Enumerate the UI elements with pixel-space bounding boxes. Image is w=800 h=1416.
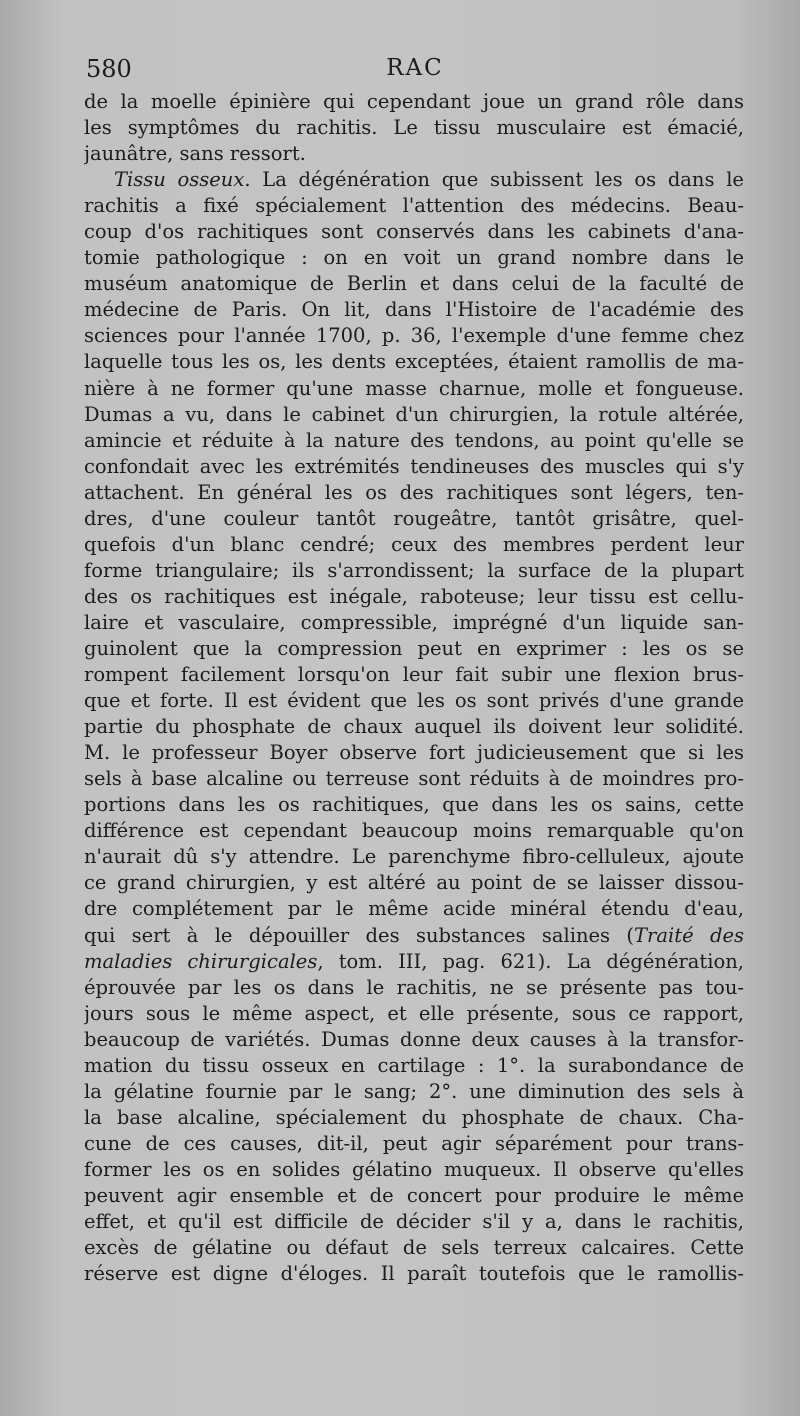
- line-text: La dégénération que subissent les os dans le: [250, 168, 744, 192]
- line-text: confondait avec les extrémités tendineuses des muscles qui s'y: [84, 454, 744, 478]
- text-line: [84, 349, 744, 375]
- text-line: [84, 584, 744, 610]
- text-line: [84, 792, 744, 818]
- italic-phrase: Tissu osseux.: [114, 168, 251, 192]
- text-line: [84, 1079, 744, 1105]
- line-text: médecine de Paris. On lit, dans l'Histoire de l'académie des: [84, 298, 744, 322]
- text-line: [84, 532, 744, 558]
- line-text: des os rachitiques est inégale, raboteuse; leur tissu est cellu-: [84, 584, 744, 608]
- line-text: laire et vasculaire, compressible, imprégné d'un liquide san-: [84, 610, 744, 634]
- text-line: [84, 1027, 744, 1053]
- text-line: [84, 923, 744, 949]
- line-text: nière à ne former qu'une masse charnue, molle et fongueuse.: [84, 376, 744, 400]
- text-line: [84, 688, 744, 714]
- line-text: jours sous le même aspect, et elle présente, sous ce rapport,: [84, 1001, 744, 1025]
- line-text: qui sert à le dépouiller des substances salines (: [84, 923, 635, 947]
- line-text: que et forte. Il est évident que les os sont privés d'une grande: [84, 689, 744, 713]
- text-line: [84, 766, 744, 792]
- line-text: tomie pathologique : on en voit un grand nombre dans le: [84, 246, 744, 270]
- line-text: portions dans les os rachitiques, que dans les os sains, cette: [84, 793, 744, 817]
- text-line: [84, 219, 744, 245]
- text-line: [84, 1131, 744, 1157]
- line-text: quefois d'un blanc cendré; ceux des membres perdent leur: [84, 532, 744, 556]
- line-text: peuvent agir ensemble et de concert pour produire le même: [84, 1183, 744, 1207]
- text-line: [84, 506, 744, 532]
- line-text: M. le professeur Boyer observe fort judicieusement que si les: [84, 741, 744, 765]
- line-text: de la moelle épinière qui cependant joue un grand rôle dans: [84, 90, 744, 113]
- text-line: [84, 428, 744, 454]
- text-line: [84, 1053, 744, 1079]
- line-text: n'aurait dû s'y attendre. Le parenchyme fibro-celluleux, ajoute: [84, 845, 744, 869]
- italic-phrase: Traité des: [634, 923, 744, 947]
- line-text: muséum anatomique de Berlin et dans celui de la faculté de: [84, 272, 744, 296]
- text-line: [84, 89, 744, 115]
- line-text: sels à base alcaline ou terreuse sont réduits à de moindres pro-: [84, 767, 744, 791]
- text-line: [84, 376, 744, 402]
- line-text: les symptômes du rachitis. Le tissu musculaire est émacié,: [84, 116, 744, 140]
- text-line: [84, 610, 744, 636]
- text-line: [84, 480, 744, 506]
- text-line: [84, 193, 744, 219]
- line-text: rachitis a fixé spécialement l'attention des médecins. Beau-: [84, 194, 744, 218]
- text-line: [84, 844, 744, 870]
- running-head: RAC: [386, 55, 444, 81]
- line-text: Dumas a vu, dans le cabinet d'un chirurgien, la rotule altérée,: [84, 402, 744, 426]
- line-text: partie du phosphate de chaux auquel ils doivent leur solidité.: [84, 715, 744, 739]
- text-line: [84, 402, 744, 428]
- line-text: amincie et réduite à la nature des tendons, au point qu'elle se: [84, 428, 744, 452]
- text-line: [84, 636, 744, 662]
- text-line: [84, 870, 744, 896]
- text-line: [84, 167, 744, 193]
- line-text: sciences pour l'année 1700, p. 36, l'exemple d'une femme chez: [84, 324, 744, 348]
- text-line: [84, 297, 744, 323]
- text-line: [84, 1001, 744, 1027]
- line-text: excès de gélatine ou défaut de sels terreux calcaires. Cette: [84, 1236, 744, 1260]
- line-text: jaunâtre, sans ressort.: [84, 142, 306, 166]
- text-line: [84, 115, 744, 141]
- text-line: [84, 740, 744, 766]
- text-line: [84, 1157, 744, 1183]
- text-line: [84, 558, 744, 584]
- line-text: dres, d'une couleur tantôt rougeâtre, tantôt grisâtre, quel-: [84, 506, 744, 530]
- line-text: attachent. En général les os des rachitiques sont légers, ten-: [84, 480, 744, 504]
- line-text: guinolent que la compression peut en exprimer : les os se: [84, 636, 744, 660]
- text-line: [84, 245, 744, 271]
- page-header: [86, 55, 744, 87]
- line-text: la base alcaline, spécialement du phosphate de chaux. Cha-: [84, 1105, 744, 1129]
- line-text: laquelle tous les os, les dents exceptées, étaient ramollis de ma-: [84, 350, 744, 374]
- body-text: [84, 89, 744, 1287]
- text-line: [84, 454, 744, 480]
- text-line: [84, 271, 744, 297]
- page-number: 580: [86, 55, 132, 83]
- text-line: [84, 949, 744, 975]
- line-text: coup d'os rachitiques sont conservés dans les cabinets d'ana-: [84, 220, 744, 244]
- line-text: rompent facilement lorsqu'on leur fait subir une flexion brus-: [84, 663, 744, 687]
- italic-phrase: maladies chirurgicales: [84, 949, 318, 973]
- line-text: éprouvée par les os dans le rachitis, ne se présente pas tou-: [84, 975, 744, 999]
- text-line: [84, 714, 744, 740]
- line-text: ce grand chirurgien, y est altéré au point de se laisser dissou-: [84, 871, 744, 895]
- text-line: [84, 323, 744, 349]
- line-text: dre complétement par le même acide minéral étendu d'eau,: [84, 897, 744, 921]
- text-line: [84, 896, 744, 922]
- line-text: cune de ces causes, dit-il, peut agir séparément pour trans-: [84, 1131, 744, 1155]
- text-line: [84, 1183, 744, 1209]
- line-text: former les os en solides gélatino muqueux. Il observe qu'elles: [84, 1157, 744, 1181]
- text-line: [84, 1105, 744, 1131]
- line-text: différence est cependant beaucoup moins remarquable qu'on: [84, 819, 744, 843]
- text-line: [84, 141, 744, 167]
- text-line: [84, 662, 744, 688]
- line-text: effet, et qu'il est difficile de décider s'il y a, dans le rachitis,: [84, 1210, 744, 1234]
- text-line: [84, 1235, 744, 1261]
- text-line: [84, 975, 744, 1001]
- line-text: forme triangulaire; ils s'arrondissent; la surface de la plupart: [84, 558, 744, 582]
- line-text: mation du tissu osseux en cartilage : 1°. la surabondance de: [84, 1053, 744, 1077]
- line-text: beaucoup de variétés. Dumas donne deux causes à la transfor-: [84, 1027, 744, 1051]
- text-line: [84, 1209, 744, 1235]
- line-text: la gélatine fournie par le sang; 2°. une diminution des sels à: [84, 1079, 744, 1103]
- line-text: , tom. III, pag. 621). La dégénération,: [317, 949, 744, 973]
- text-line: [84, 818, 744, 844]
- line-text: réserve est digne d'éloges. Il paraît toutefois que le ramollis-: [84, 1262, 744, 1286]
- text-line: [84, 1261, 744, 1287]
